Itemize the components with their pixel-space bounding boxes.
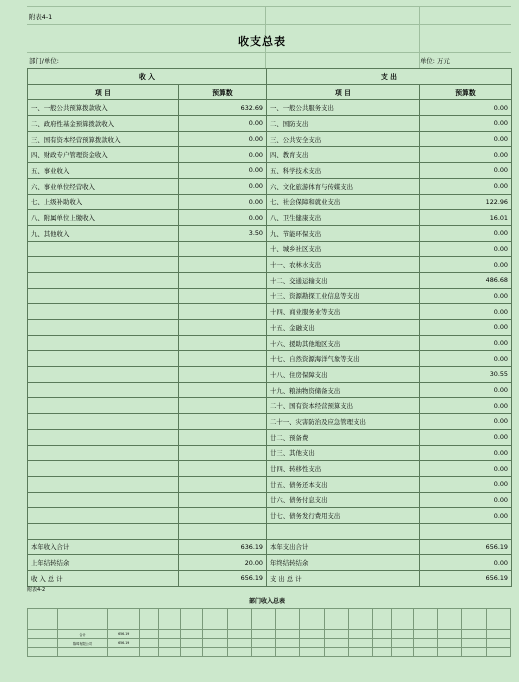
income-item-cell: 六、事业单位经营收入: [28, 178, 179, 194]
total-row: [28, 555, 512, 571]
next-sheet-title: 部门收入总表: [249, 598, 286, 605]
income-item-cell: [28, 492, 179, 508]
expense-value-cell: 0.00: [420, 508, 512, 524]
next-row1-label: 陈埠有限公司: [58, 639, 108, 648]
table-row: [28, 508, 512, 524]
income-item-cell: 八、附属单位上缴收入: [28, 210, 179, 226]
expense-value-cell: 0.00: [420, 163, 512, 179]
income-item-cell: 收 入 总 计: [28, 571, 179, 587]
income-value-cell: 0.00: [179, 210, 267, 226]
income-value-cell: [179, 398, 267, 414]
income-item-cell: [28, 367, 179, 383]
table-row: [28, 288, 512, 304]
income-value-cell: [179, 461, 267, 477]
expense-value-cell: 0.00: [420, 116, 512, 132]
table-row: [28, 445, 512, 461]
income-value-cell: [179, 320, 267, 336]
expense-value-cell: 0.00: [420, 241, 512, 257]
expense-value-cell: 30.55: [420, 367, 512, 383]
expense-item-cell: 廿二、预备费: [267, 429, 420, 445]
table-row: [28, 100, 512, 116]
income-item-cell: 上年结转结余: [28, 555, 179, 571]
next-sheet-preview: [27, 586, 511, 676]
income-value-cell: [179, 335, 267, 351]
expense-item-cell: 廿四、转移性支出: [267, 461, 420, 477]
table-row: [28, 382, 512, 398]
income-item-cell: [28, 398, 179, 414]
next-total-label: 合计: [58, 630, 108, 639]
income-value-cell: [179, 382, 267, 398]
expense-header: 支 出: [267, 69, 512, 85]
expense-item-cell: 一、一般公共服务支出: [267, 100, 420, 116]
expense-item-cell: 廿五、债务还本支出: [267, 476, 420, 492]
table-row: [28, 320, 512, 336]
expense-item-cell: 八、卫生健康支出: [267, 210, 420, 226]
income-item-cell: [28, 288, 179, 304]
income-value-cell: [179, 367, 267, 383]
income-item-cell: 七、上级补助收入: [28, 194, 179, 210]
income-value-cell: [179, 304, 267, 320]
table-row: [28, 304, 512, 320]
unit-label: 单位: 万元: [420, 57, 450, 65]
income-item-cell: 九、其他收入: [28, 225, 179, 241]
table-row: [28, 116, 512, 132]
table-row: [28, 367, 512, 383]
table-row: [28, 272, 512, 288]
table-row: [28, 163, 512, 179]
income-item-cell: [28, 382, 179, 398]
income-value-cell: [179, 272, 267, 288]
expense-value-cell: 0.00: [420, 335, 512, 351]
next-total-value: 656.19: [108, 630, 140, 639]
table-row: [28, 351, 512, 367]
table-row: [28, 225, 512, 241]
expense-value-cell: 0.00: [420, 398, 512, 414]
income-value-cell: 636.19: [179, 539, 267, 555]
income-value-cell: [179, 492, 267, 508]
expense-value-cell: 0.00: [420, 492, 512, 508]
expense-item-cell: 十四、商业服务业等支出: [267, 304, 420, 320]
expense-item-cell: 廿六、债务付息支出: [267, 492, 420, 508]
income-item-cell: 一、一般公共预算拨款收入: [28, 100, 179, 116]
income-value-cell: 0.00: [179, 178, 267, 194]
gridline: [27, 6, 511, 7]
expense-item-cell: 十一、农林水支出: [267, 257, 420, 273]
total-row: [28, 571, 512, 587]
dept-label: 部门/单位:: [29, 57, 59, 65]
income-item-header: 项 目: [28, 84, 179, 100]
expense-value-cell: 0.00: [420, 461, 512, 477]
expense-item-cell: 三、公共安全支出: [267, 131, 420, 147]
income-item-cell: 本年收入合计: [28, 539, 179, 555]
income-value-cell: [179, 257, 267, 273]
expense-value-cell: 0.00: [420, 476, 512, 492]
expense-value-cell: 656.19: [420, 539, 512, 555]
expense-item-cell: 二十一、灾害防治及应急管理支出: [267, 414, 420, 430]
expense-value-cell: 0.00: [420, 351, 512, 367]
summary-table: [27, 68, 512, 587]
expense-item-cell: [267, 523, 420, 539]
income-value-cell: 0.00: [179, 194, 267, 210]
income-item-cell: [28, 351, 179, 367]
next-sheet-table: [27, 608, 511, 657]
income-value-cell: [179, 508, 267, 524]
table-row: [28, 461, 512, 477]
income-item-cell: [28, 476, 179, 492]
income-value-cell: 632.69: [179, 100, 267, 116]
expense-value-cell: [420, 523, 512, 539]
expense-value-cell: 0.00: [420, 304, 512, 320]
expense-item-cell: 六、文化旅游体育与传媒支出: [267, 178, 420, 194]
table-row: [28, 335, 512, 351]
table-row: [28, 147, 512, 163]
table-row: [28, 210, 512, 226]
income-item-cell: [28, 461, 179, 477]
expense-item-cell: 二、国防支出: [267, 116, 420, 132]
expense-item-cell: 年终结转结余: [267, 555, 420, 571]
income-budget-header: 预算数: [179, 84, 267, 100]
table-row: [28, 257, 512, 273]
expense-item-cell: 本年支出合计: [267, 539, 420, 555]
income-item-cell: [28, 335, 179, 351]
expense-value-cell: 0.00: [420, 555, 512, 571]
annex-label: 附表4-1: [29, 13, 53, 21]
expense-value-cell: 0.00: [420, 225, 512, 241]
expense-value-cell: 16.01: [420, 210, 512, 226]
expense-value-cell: 0.00: [420, 320, 512, 336]
expense-item-cell: 廿七、债务发行费用支出: [267, 508, 420, 524]
income-value-cell: [179, 351, 267, 367]
income-item-cell: 四、财政专户管理资金收入: [28, 147, 179, 163]
income-item-cell: [28, 272, 179, 288]
expense-item-cell: 十八、住房保障支出: [267, 367, 420, 383]
expense-value-cell: 0.00: [420, 257, 512, 273]
income-value-cell: [179, 445, 267, 461]
income-item-cell: 二、政府性基金预算拨款收入: [28, 116, 179, 132]
income-item-cell: [28, 508, 179, 524]
table-row: [28, 523, 512, 539]
income-item-cell: [28, 304, 179, 320]
expense-value-cell: 486.68: [420, 272, 512, 288]
expense-value-cell: 656.19: [420, 571, 512, 587]
income-value-cell: [179, 288, 267, 304]
expense-value-cell: 0.00: [420, 131, 512, 147]
expense-budget-header: 预算数: [420, 84, 512, 100]
table-row: [28, 131, 512, 147]
income-item-cell: 五、事业收入: [28, 163, 179, 179]
next-annex-label: 附表4-2: [27, 587, 46, 593]
table-row: [28, 414, 512, 430]
table-row: [28, 241, 512, 257]
income-item-cell: [28, 241, 179, 257]
total-row: [28, 539, 512, 555]
income-item-cell: [28, 257, 179, 273]
table-row: [28, 398, 512, 414]
income-item-cell: [28, 414, 179, 430]
income-item-cell: 三、国有资本经营预算拨款收入: [28, 131, 179, 147]
income-value-cell: 0.00: [179, 116, 267, 132]
gridline: [27, 52, 511, 53]
expense-item-cell: 十五、金融支出: [267, 320, 420, 336]
expense-value-cell: 0.00: [420, 382, 512, 398]
expense-item-cell: 廿三、其他支出: [267, 445, 420, 461]
expense-value-cell: 0.00: [420, 429, 512, 445]
income-value-cell: [179, 476, 267, 492]
income-item-cell: [28, 523, 179, 539]
income-item-cell: [28, 429, 179, 445]
expense-item-cell: 十九、粮油物资储备支出: [267, 382, 420, 398]
expense-item-header: 项 目: [267, 84, 420, 100]
expense-value-cell: 0.00: [420, 445, 512, 461]
income-item-cell: [28, 445, 179, 461]
income-value-cell: 20.00: [179, 555, 267, 571]
expense-item-cell: 十六、援助其他地区支出: [267, 335, 420, 351]
income-value-cell: [179, 523, 267, 539]
subheader-row: [28, 84, 512, 100]
expense-value-cell: 0.00: [420, 147, 512, 163]
expense-value-cell: 0.00: [420, 288, 512, 304]
next-row1-value: 656.19: [108, 639, 140, 648]
gridline: [27, 24, 511, 25]
expense-item-cell: 四、教育支出: [267, 147, 420, 163]
page-title: 收支总表: [238, 35, 286, 48]
expense-item-cell: 九、节能环保支出: [267, 225, 420, 241]
expense-item-cell: 五、科学技术支出: [267, 163, 420, 179]
expense-item-cell: 十七、自然资源海洋气象等支出: [267, 351, 420, 367]
expense-value-cell: 0.00: [420, 178, 512, 194]
income-value-cell: [179, 429, 267, 445]
table-row: [28, 178, 512, 194]
expense-item-cell: 十、城乡社区支出: [267, 241, 420, 257]
income-value-cell: 656.19: [179, 571, 267, 587]
table-row: [28, 194, 512, 210]
expense-value-cell: 122.96: [420, 194, 512, 210]
header-row: [28, 69, 512, 85]
income-item-cell: [28, 320, 179, 336]
expense-item-cell: 二十、国有资本经营预算支出: [267, 398, 420, 414]
table-row: [28, 476, 512, 492]
expense-item-cell: 支 出 总 计: [267, 571, 420, 587]
expense-value-cell: 0.00: [420, 414, 512, 430]
income-value-cell: [179, 241, 267, 257]
table-row: [28, 429, 512, 445]
expense-item-cell: 十二、交通运输支出: [267, 272, 420, 288]
expense-value-cell: 0.00: [420, 100, 512, 116]
table-row: [28, 492, 512, 508]
income-value-cell: 0.00: [179, 147, 267, 163]
income-value-cell: 0.00: [179, 163, 267, 179]
income-value-cell: [179, 414, 267, 430]
income-value-cell: 3.50: [179, 225, 267, 241]
income-header: 收 入: [28, 69, 267, 85]
expense-item-cell: 七、社会保障和就业支出: [267, 194, 420, 210]
income-value-cell: 0.00: [179, 131, 267, 147]
expense-item-cell: 十三、资源勘探工业信息等支出: [267, 288, 420, 304]
